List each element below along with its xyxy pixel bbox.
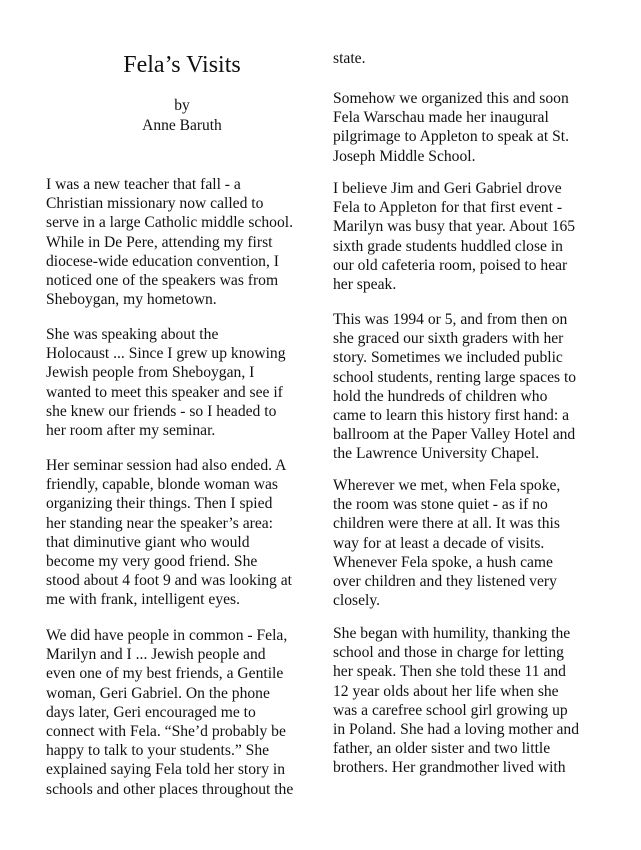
left-paragraph-1 [46, 175, 293, 309]
left-paragraph-3 [46, 456, 292, 610]
text-line: serve in a large Catholic middle school. [46, 214, 293, 232]
text-line: was a carefree school girl growing up [333, 701, 568, 719]
text-line: become my very good friend. She [46, 553, 258, 571]
text-line: She began with humility, thanking the [333, 625, 571, 642]
text-line: the room was stone quiet - as if no [333, 496, 548, 514]
document-title: Fela’s Visits [123, 52, 241, 78]
text-line: she knew our friends - so I headed to [46, 402, 277, 420]
text-line: Whenever Fela spoke, a hush came [333, 553, 553, 571]
text-line: days later, Geri encouraged me to [46, 703, 256, 721]
text-line: over children and they listened very [333, 573, 557, 591]
text-line: noticed one of the speakers was from [46, 272, 279, 290]
right-paragraph-2 [333, 89, 569, 166]
text-line: connect with Fela. “She’d probably be [46, 723, 286, 741]
right-paragraph-6 [333, 624, 579, 778]
text-line: Holocaust ... Since I grew up knowing [46, 345, 286, 363]
text-line: stood about 4 foot 9 and was looking at [46, 572, 293, 590]
text-line: wanted to meet this speaker and see if [46, 383, 283, 401]
text-line: her speak. [333, 276, 397, 294]
text-line: Jewish people from Sheboygan, I [46, 364, 255, 382]
text-line: ballroom at the Paper Valley Hotel and [333, 426, 576, 444]
text-line: explained saying Fela told her story in [46, 761, 286, 779]
text-line: friendly, capable, blonde woman was [46, 476, 278, 494]
text-line: her standing near the speaker’s area: [46, 514, 274, 532]
text-line: her room after my seminar. [46, 422, 216, 440]
text-line: Fela to Appleton for that first event - [333, 199, 563, 217]
text-line: I believe Jim and Geri Gabriel drove [333, 180, 562, 197]
text-line: happy to talk to your students.” She [46, 742, 270, 760]
text-line: children were there at all. It was this [333, 515, 560, 533]
text-line: Joseph Middle School. [333, 147, 476, 165]
text-line: We did have people in common - Fela, [46, 627, 288, 644]
text-line: woman, Geri Gabriel. On the phone [46, 684, 270, 702]
text-line: This was 1994 or 5, and from then on [333, 311, 568, 328]
right-paragraph-5 [333, 476, 560, 610]
text-line: father, an older sister and two little [333, 740, 551, 758]
right-paragraph-1 [333, 49, 365, 68]
text-line: Wherever we met, when Fela spoke, [333, 477, 561, 494]
text-line: closely. [333, 592, 381, 610]
text-line: the Lawrence University Chapel. [333, 445, 540, 463]
text-line: Sheboygan, my hometown. [46, 291, 217, 309]
text-line: While in De Pere, attending my first [46, 233, 273, 251]
text-line: diocese-wide education convention, I [46, 252, 279, 270]
text-line: Fela Warschau made her inaugural [333, 109, 549, 127]
text-line: I was a new teacher that fall - a [46, 176, 241, 193]
left-paragraph-4 [46, 626, 293, 799]
text-line: our old cafeteria room, poised to hear [333, 256, 568, 274]
byline [46, 96, 318, 136]
text-line: story. Sometimes we included public [333, 349, 563, 367]
left-paragraph-2 [46, 325, 286, 440]
text-line: in Poland. She had a loving mother and [333, 721, 579, 739]
text-line: Her seminar session had also ended. A [46, 457, 287, 474]
text-line: She was speaking about the [46, 326, 219, 343]
text-line: schools and other places throughout the [46, 780, 294, 798]
text-line: sixth grade students huddled close in [333, 237, 563, 255]
right-paragraph-4 [333, 310, 576, 464]
text-line: hold the hundreds of children who [333, 387, 548, 405]
text-line: Marilyn and I ... Jewish people and [46, 646, 266, 664]
text-line: pilgrimage to Appleton to speak at St. [333, 128, 570, 146]
text-line: that diminutive giant who would [46, 533, 250, 551]
byline-by: by [174, 97, 190, 114]
text-line: Christian missionary now called to [46, 195, 264, 213]
text-line: way for at least a decade of visits. [333, 534, 545, 552]
text-line: her speak. Then she told these 11 and [333, 663, 566, 681]
text-line: me with frank, intelligent eyes. [46, 591, 241, 609]
text-line: even one of my best friends, a Gentile [46, 665, 284, 683]
text-line: came to learn this history first hand: a [333, 407, 570, 425]
text-line: 12 year olds about her life when she [333, 682, 559, 700]
text-line: she graced our sixth graders with her [333, 330, 564, 348]
text-line: state. [333, 50, 366, 67]
text-line: organizing their things. Then I spied [46, 495, 273, 513]
text-line: school and those in charge for letting [333, 644, 564, 662]
text-line: school students, renting large spaces to [333, 368, 577, 386]
text-line: Marilyn was busy that year. About 165 [333, 218, 576, 236]
byline-author: Anne Baruth [142, 117, 222, 134]
right-paragraph-3 [333, 179, 575, 294]
text-line: Somehow we organized this and soon [333, 90, 569, 107]
text-line: brothers. Her grandmother lived with [333, 759, 566, 777]
